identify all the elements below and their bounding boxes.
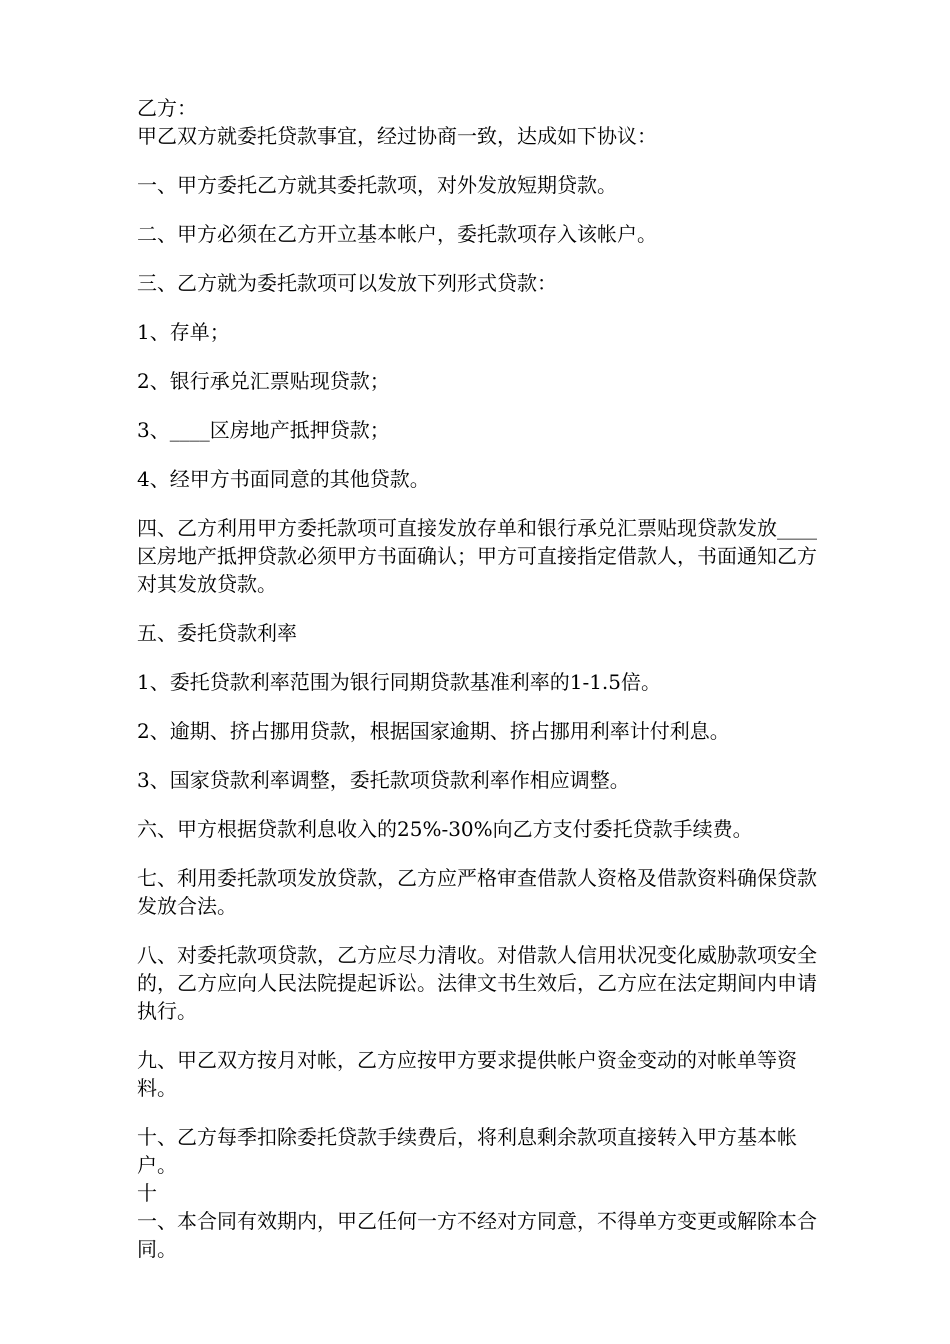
clause-7: 七、利用委托款项发放贷款，乙方应严格审查借款人资格及借款资料确保贷款发放合法。	[137, 866, 817, 918]
clause-11-number: 十	[137, 1181, 157, 1205]
clause-8: 八、对委托款项贷款，乙方应尽力清收。对借款人信用状况变化威胁款项安全的，乙方应向人民法院提起诉讼。法律文书生效后，乙方应在法定期间内申请执行。	[137, 943, 817, 1023]
clause-3-item-2: 2、银行承兑汇票贴现贷款；	[137, 369, 390, 393]
clause-3-item-4: 4、经甲方书面同意的其他贷款。	[137, 467, 430, 491]
paragraph-intro: 甲乙双方就委托贷款事宜，经过协商一致，达成如下协议：	[137, 124, 657, 148]
clause-11: 一、本合同有效期内，甲乙任何一方不经对方同意，不得单方变更或解除本合同。	[137, 1209, 817, 1261]
paragraph-party-b: 乙方：	[137, 96, 197, 120]
clause-3: 三、乙方就为委托款项可以发放下列形式贷款：	[137, 271, 557, 295]
clause-3-item-1: 1、存单；	[137, 320, 230, 344]
clause-5-item-1: 1、委托贷款利率范围为银行同期贷款基准利率的1-1.5倍。	[137, 670, 662, 694]
document-body	[137, 94, 827, 1263]
clause-5-item-3: 3、国家贷款利率调整，委托款项贷款利率作相应调整。	[137, 768, 630, 792]
clause-5-item-2: 2、逾期、挤占挪用贷款，根据国家逾期、挤占挪用利率计付利息。	[137, 719, 730, 743]
clause-10: 十、乙方每季扣除委托贷款手续费后，将利息剩余款项直接转入甲方基本帐户。	[137, 1125, 797, 1177]
clause-9: 九、甲乙双方按月对帐，乙方应按甲方要求提供帐户资金变动的对帐单等资料。	[137, 1048, 797, 1100]
clause-2: 二、甲方必须在乙方开立基本帐户，委托款项存入该帐户。	[137, 222, 657, 246]
clause-3-item-3: 3、____区房地产抵押贷款；	[137, 418, 390, 442]
clause-6: 六、甲方根据贷款利息收入的25%-30%向乙方支付委托贷款手续费。	[137, 817, 753, 841]
clause-1: 一、甲方委托乙方就其委托款项，对外发放短期贷款。	[137, 173, 617, 197]
clause-5: 五、委托贷款利率	[137, 621, 297, 645]
clause-4: 四、乙方利用甲方委托款项可直接发放存单和银行承兑汇票贴现贷款发放____区房地产抵押贷款必须甲方书面确认；甲方可直接指定借款人，书面通知乙方对其发放贷款。	[137, 516, 817, 596]
